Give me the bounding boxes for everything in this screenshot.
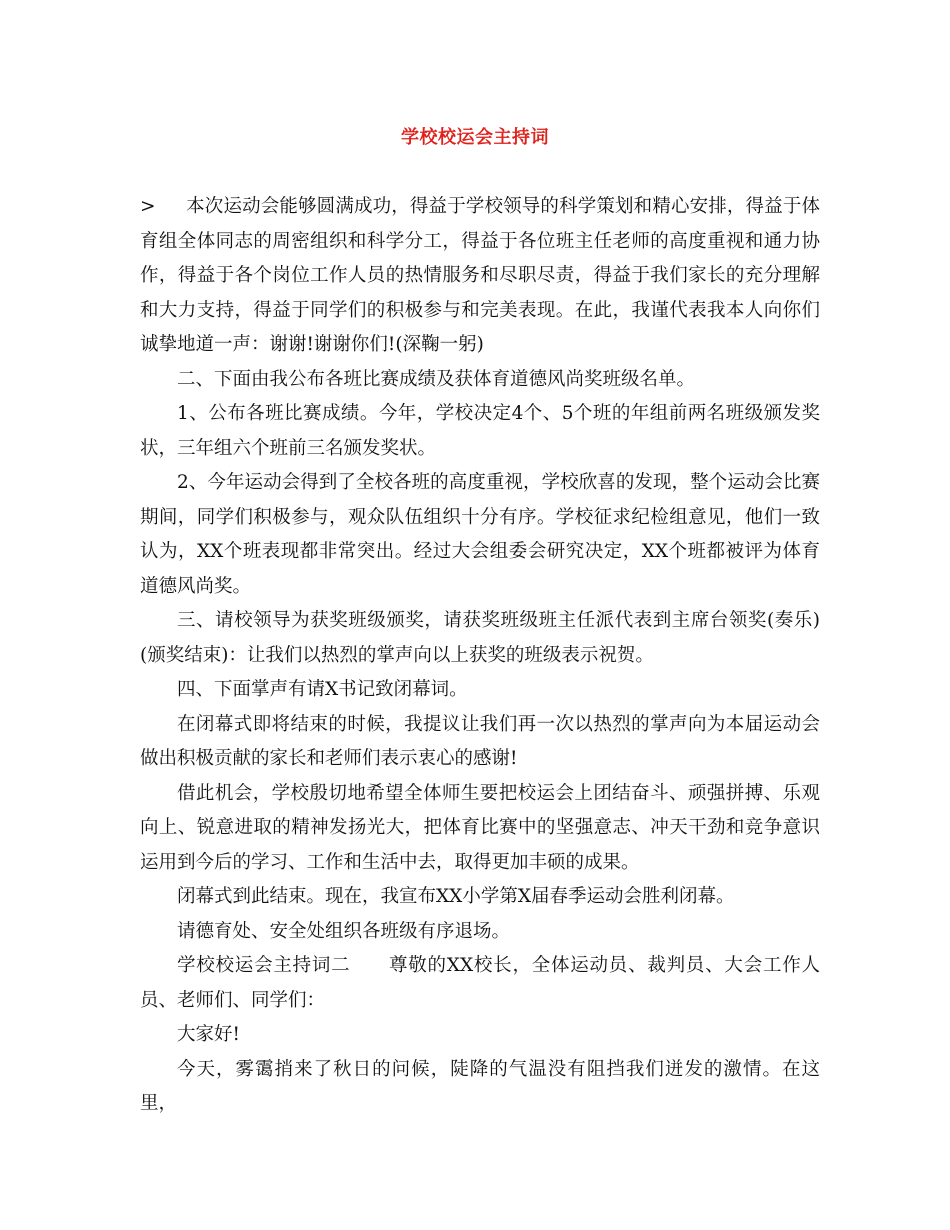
document-body xyxy=(140,190,820,1122)
document-title: 学校校运会主持词 xyxy=(401,127,549,148)
paragraph: 在闭幕式即将结束的时候，我提议让我们再一次以热烈的掌声向为本届运动会做出积极贡献的家长和老师们表示衷心的感谢! xyxy=(140,713,820,769)
paragraph: 大家好! xyxy=(177,1024,240,1045)
paragraph: 二、下面由我公布各班比赛成绩及获体育道德风尚奖班级名单。 xyxy=(177,368,696,390)
paragraph: 今天，雾霭捎来了秋日的问候，陡降的气温没有阻挡我们迸发的激情。在这里， xyxy=(140,1058,820,1114)
paragraph: 三、请校领导为获奖班级颁奖，请获奖班级班主任派代表到主席台领奖(奏乐)(颁奖结束)：让我们以热烈的掌声向以上获奖的班级表示祝贺。 xyxy=(140,610,820,666)
paragraph: 2、今年运动会得到了全校各班的高度重视，学校欣喜的发现，整个运动会比赛期间，同学们积极参与，观众队伍组织十分有序。学校征求纪检组意见，他们一致认为，XX个班表现都非常突出。经过大会组委会研究决定，XX个班都被评为体育道德风尚奖。 xyxy=(140,472,820,597)
paragraph: 请德育处、安全处组织各班级有序退场。 xyxy=(177,920,511,942)
paragraph: 闭幕式到此结束。现在，我宣布XX小学第X届春季运动会胜利闭幕。 xyxy=(177,886,735,907)
paragraph: 学校校运会主持词二 尊敬的XX校长，全体运动员、裁判员、大会工作人员、老师们、同学们： xyxy=(140,955,820,1011)
paragraph xyxy=(140,190,820,363)
bullet-marker: > xyxy=(140,196,156,217)
paragraph: 借此机会，学校殷切地希望全体师生要把校运会上团结奋斗、顽强拼搏、乐观向上、锐意进取的精神发扬光大，把体育比赛中的坚强意志、冲天干劲和竞争意识运用到今后的学习、工作和生活中去，取得更加丰硕的成果。 xyxy=(140,782,820,873)
paragraph: 四、下面掌声有请X书记致闭幕词。 xyxy=(177,679,468,700)
paragraph: 1、公布各班比赛成绩。今年，学校决定4个、5个班的年组前两名班级颁发奖状，三年组六个班前三名颁发奖状。 xyxy=(140,403,820,459)
paragraph-text: 本次运动会能够圆满成功，得益于学校领导的科学策划和精心安排，得益于体育组全体同志的周密组织和科学分工，得益于各位班主任老师的高度重视和通力协作，得益于各个岗位工作人员的热情服务和尽职尽责，得益于我们家长的充分理解和大力支持，得益于同学们的积极参与和完美表现。在此，我谨代表我本人向你们诚挚地道一声：谢谢!谢谢你们!(深鞠一躬) xyxy=(140,196,820,355)
